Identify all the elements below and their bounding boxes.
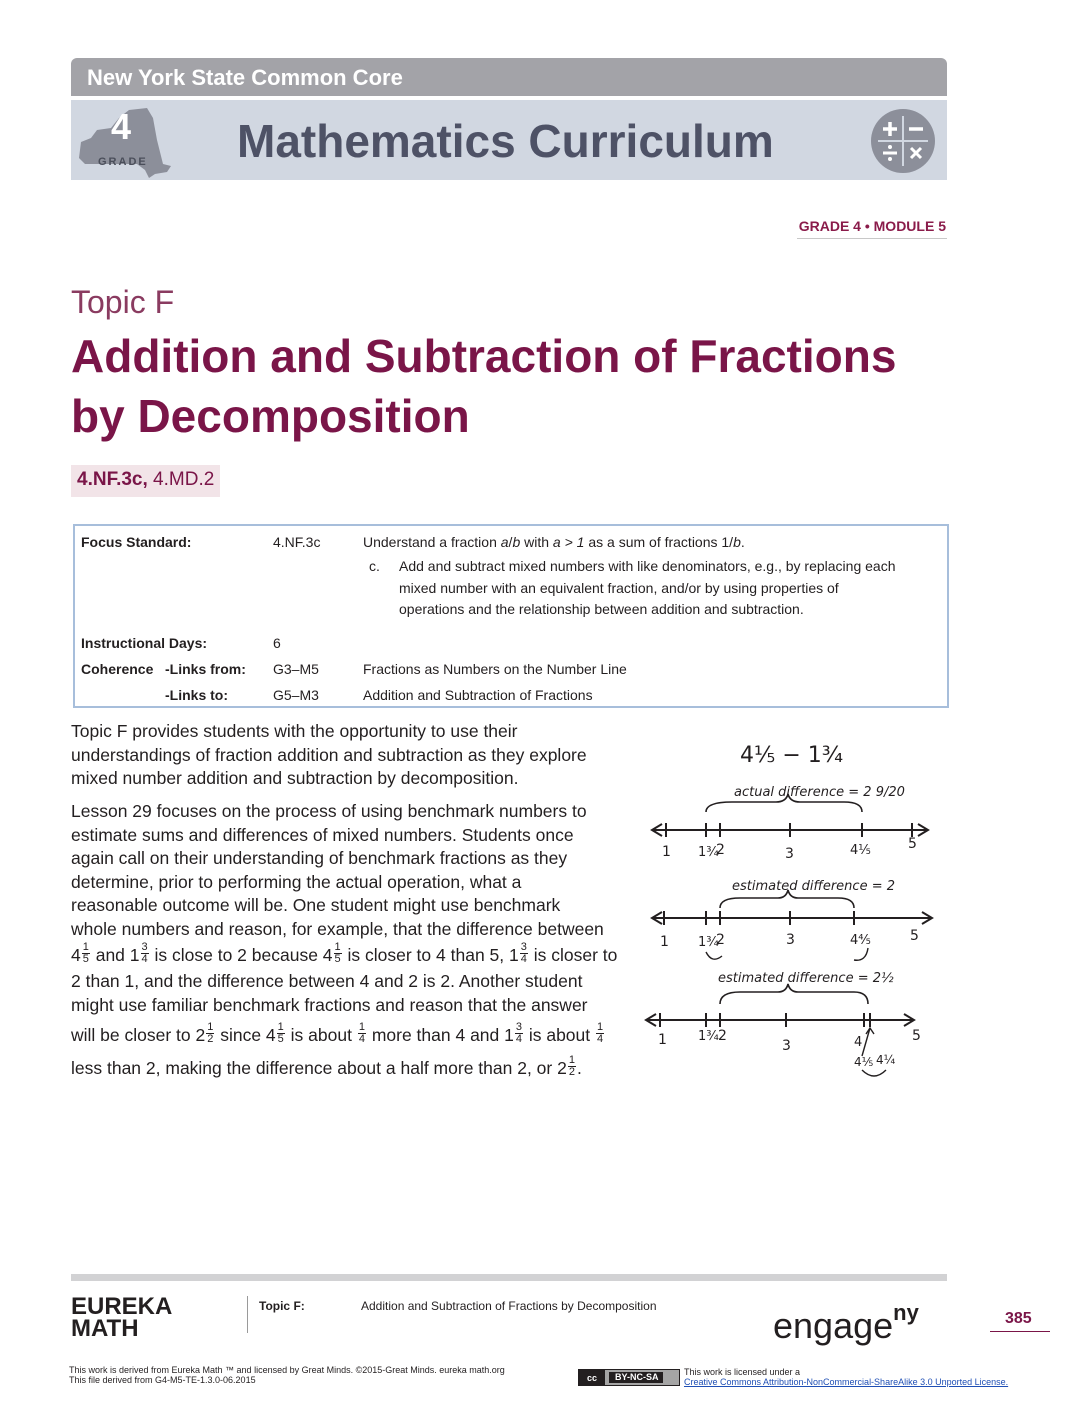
topic-label: Topic F (71, 284, 175, 320)
svg-text:2: 2 (716, 932, 725, 948)
sketch-label-estimate-1: estimated difference = 2 (732, 879, 895, 894)
line-mixed-numbers-1: 4 $\frac{1}{5}$ and 1 $\frac{3}{4}$ is close to 2 because 4 $\frac{1}{5}$ is closer to 4 than 5, 1 $\frac{3}{4}$ is closer to (71, 940, 618, 965)
topic-title-line-1: Addition and Subtraction of Fractions (71, 330, 897, 382)
focus-code: 4.NF.3c (273, 534, 321, 550)
paragraph-intro: Topic F provides students with the opportunity to use their understandings of fraction addition and subtraction as they explore mixed number addition and subtraction by decomposition. (71, 721, 587, 788)
tick-4-1-5: 4⅕ (850, 843, 871, 858)
cc-license-badge (578, 1369, 680, 1386)
sketch-label-estimate-2: estimated difference = 2½ (718, 971, 894, 986)
sub-line-3: operations and the relationship between addition and subtraction. (399, 601, 804, 617)
line-mixed-numbers-3: less than 2, making the difference about a half more than 2, or 2 $\frac{1}{2}$ . (71, 1053, 582, 1078)
focus-label: Focus Standard: (81, 534, 192, 550)
footer-topic-label: Topic F: (259, 1299, 305, 1313)
page-number: 385 (1005, 1310, 1032, 1327)
eureka-math-logo: EUREKA MATH (71, 1293, 173, 1342)
sketch-expression: 4⅕ − 1¾ (740, 743, 844, 768)
links-to-title: Addition and Subtraction of Fractions (363, 687, 593, 703)
grade-number: 4 (111, 106, 132, 147)
svg-text:1: 1 (660, 934, 669, 950)
svg-text:4: 4 (854, 1035, 863, 1050)
days-value: 6 (273, 635, 281, 651)
sketch-label-actual: actual difference = 2 9/20 (734, 785, 905, 800)
header-banner (71, 58, 947, 96)
curriculum-banner (71, 100, 947, 180)
footer-topic-title: Addition and Subtraction of Fractions by Decomposition (361, 1299, 657, 1313)
svg-text:5: 5 (912, 1028, 921, 1044)
links-from-title: Fractions as Numbers on the Number Line (363, 661, 627, 677)
tick-1-3-4: 1¾ (698, 845, 719, 860)
svg-text:2: 2 (718, 1028, 727, 1044)
sub-line-1: Add and subtract mixed numbers with like denominators, e.g., by replacing each (399, 558, 896, 574)
svg-text:5: 5 (910, 928, 919, 944)
grade-word: GRADE (98, 156, 148, 168)
focus-standard-table (73, 524, 949, 708)
svg-text:3: 3 (782, 1038, 791, 1054)
links-to-label: -Links to: (165, 687, 228, 703)
days-label: Instructional Days: (81, 635, 208, 651)
links-from-code: G3–M5 (273, 661, 319, 677)
tick-5: 5 (908, 836, 917, 852)
tick-4-1-5-lower: 4⅕ (854, 1055, 874, 1069)
topic-title-line-2: by Decomposition (71, 390, 470, 442)
engageny-logo: engage$^{ny}$ (773, 1300, 919, 1346)
number-line-sketch (640, 730, 952, 1090)
svg-text:1: 1 (658, 1032, 667, 1048)
footer-divider (247, 1296, 248, 1333)
tick-2: 2 (716, 842, 725, 858)
links-from-label: -Links from: (165, 661, 246, 677)
module-rule (797, 238, 947, 239)
tick-4-1-4: 4¼ (876, 1053, 896, 1067)
tick-3: 3 (785, 846, 794, 862)
license-link[interactable]: Creative Commons Attribution-NonCommercial-ShareAlike 3.0 Unported License. (684, 1377, 1009, 1387)
paragraph-lesson-29: Lesson 29 focuses on the process of using benchmark numbers to estimate sums and differences of mixed numbers. Students once again call on their understanding of benchmark fractions as they determine, prior to performing the actual operation, what a reasonable outcome will be. One student might use benchmark whole numbers and reason, for example, that the difference between 4 $\frac{1}{5}$ and 1 $\frac{3}{4}$ is close to 2 because 4 $\frac{1}{5}$ is closer to 4 than 5, 1 $\frac{3}{4}$ is closer to 2 than 1, and the difference between 4 and 2 is 2. Another student might use familiar benchmark fractions and reason that the answer will be closer to 2 $\frac{1}{2}$ since 4 $\frac{1}{5}$ is about $\frac{1}{4}$ more than 4 and 1 $\frac{3}{4}$ is about $\frac{1}{4}$ less than 2, making the difference about a half more than 2, or 2 $\frac{1}{2}$ . (71, 800, 629, 1083)
coherence-label: Coherence (81, 661, 154, 677)
tick-1: 1 (662, 844, 671, 860)
focus-description: Understand a fraction a/b with a > 1 as a sum of fractions 1/b. (363, 534, 745, 550)
license-notice: This work is licensed under a Creative Commons Attribution-NonCommercial-ShareAlike 3.0 Unported License. (684, 1367, 1009, 1387)
links-to-code: G5–M3 (273, 687, 319, 703)
standard-secondary: 4.MD.2 (147, 469, 215, 490)
footer-attribution: This work is derived from Eureka Math ™ and licensed by Great Minds. ©2015-Great Minds. eureka math.org This file derived from G4-M5-TE-1.3.0-06.2015 (69, 1365, 505, 1385)
line-mixed-numbers-2: will be closer to 2 $\frac{1}{2}$ since 4 $\frac{1}{5}$ is about $\frac{1}{4}$ more than 4 and 1 $\frac{3}{4}$ is about $\frac{1}{4}$ (71, 1020, 604, 1045)
footer-bar (71, 1274, 947, 1281)
svg-text:3: 3 (786, 932, 795, 948)
svg-text:1¾: 1¾ (698, 935, 719, 950)
sub-letter: c. (369, 558, 380, 574)
standard-primary: 4.NF.3c, (77, 469, 148, 490)
cc-label: BY-NC-SA (609, 1372, 663, 1383)
svg-text:4⅘: 4⅘ (850, 933, 871, 948)
sub-line-2: mixed number with an equivalent fraction, and/or by using properties of (399, 580, 839, 596)
page-number-rule (990, 1331, 1050, 1332)
module-tag: GRADE 4 • MODULE 5 (798, 218, 946, 234)
topic-title (71, 326, 971, 446)
math-operations-icon (870, 108, 936, 174)
cc-icon: cc (579, 1370, 605, 1385)
curriculum-title: Mathematics Curriculum (237, 115, 774, 167)
standards-badge (71, 465, 220, 497)
banner-text: New York State Common Core (87, 65, 403, 90)
svg-text:1¾: 1¾ (698, 1029, 719, 1044)
